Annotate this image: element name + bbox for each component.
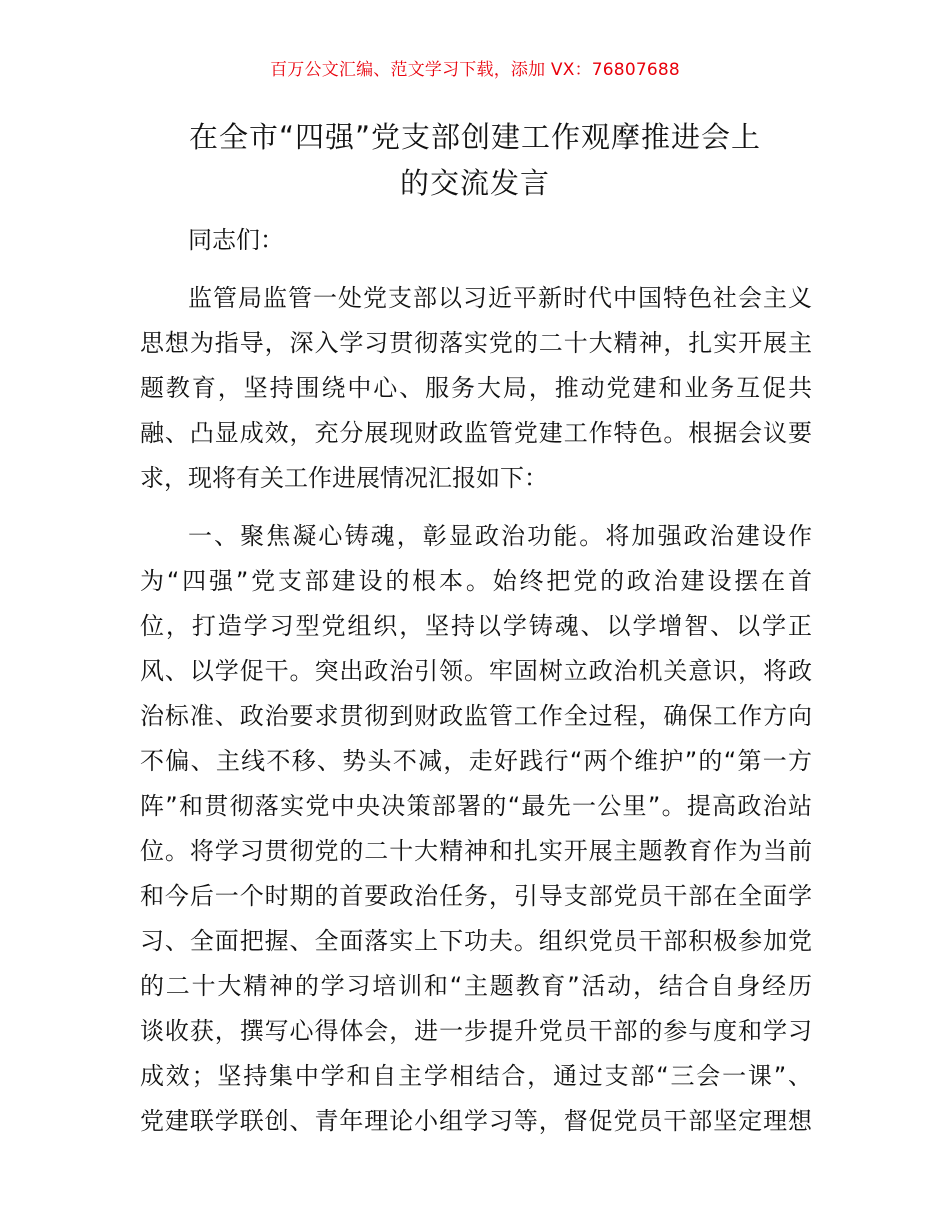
text-line: 监管局监管一处党支部以习近平新时代中国特色社会主义 [188,284,812,312]
text-line: 和今后一个时期的首要政治任务，引导支部党员干部在全面学 [140,882,812,910]
text-line: 融、凸显成效，充分展现财政监管党建工作特色。根据会议要 [140,419,812,447]
text-line: 阵”和贯彻落实党中央决策部署的“最先一公里”。提高政治站 [140,792,812,820]
text-line: 题教育，坚持围绕中心、服务大局，推动党建和业务互促共 [140,374,812,402]
text-line: 位，打造学习型党组织，坚持以学铸魂、以学增智、以学正 [140,612,812,640]
text-line: 的二十大精神的学习培训和“主题教育”活动，结合自身经历 [140,972,812,1000]
text-line: 风、以学促干。突出政治引领。牢固树立政治机关意识，将政 [140,657,812,685]
title-line: 在全市“四强”党支部创建工作观摩推进会上 [188,120,762,154]
salutation: 同志们： [188,226,284,254]
document-body [140,218,812,1157]
header-banner: 百万公文汇编、范文学习下载，添加 VX：76807688 [270,60,680,80]
text-line: 思想为指导，深入学习贯彻落实党的二十大精神，扎实开展主 [140,329,812,357]
title-line: 的交流发言 [399,166,550,200]
text-line: 习、全面把握、全面落实上下功夫。组织党员干部积极参加党 [140,927,812,955]
text-line: 一、聚焦凝心铸魂，彰显政治功能。将加强政治建设作 [188,522,812,550]
paragraph-intro [140,276,812,501]
text-line: 位。将学习贯彻党的二十大精神和扎实开展主题教育作为当前 [140,837,812,865]
text-line: 治标准、政治要求贯彻到财政监管工作全过程，确保工作方向 [140,702,812,730]
text-line: 党建联学联创、青年理论小组学习等，督促党员干部坚定理想 [140,1107,812,1135]
text-line: 谈收获，撰写心得体会，进一步提升党员干部的参与度和学习 [140,1017,812,1045]
text-line: 不偏、主线不移、势头不减，走好践行“两个维护”的“第一方 [140,747,812,775]
document-title [140,114,810,206]
text-line: 成效；坚持集中学和自主学相结合，通过支部“三会一课”、 [140,1062,812,1090]
text-line: 为“四强”党支部建设的根本。始终把党的政治建设摆在首 [140,567,812,595]
text-line: 求，现将有关工作进展情况汇报如下： [140,464,548,492]
paragraph-section-one [140,514,812,1144]
